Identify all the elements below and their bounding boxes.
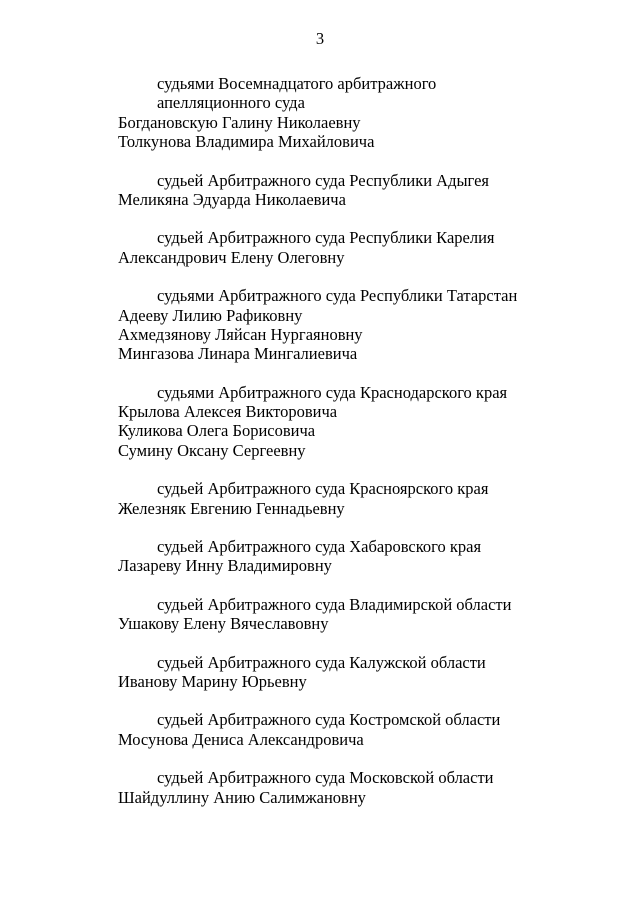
judge-name: Меликяна Эдуарда Николаевича [118,189,346,209]
section-kaluga [118,653,598,692]
section-eighteenth-appeal-court [118,74,598,152]
section-heading: судьей Арбитражного суда Республики Карелия [157,228,495,248]
section-heading: судьей Арбитражного суда Калужской области [157,652,486,672]
section-heading: судьями Восемнадцатого арбитражного [157,74,437,93]
judge-name: Адееву Лилию Рафиковну [118,305,303,325]
section-heading: судьей Арбитражного суда Костромской области [157,710,501,730]
section-kostroma [118,710,598,749]
judge-name: Иванову Марину Юрьевну [118,671,307,691]
judge-name: Сумину Оксану Сергеевну [118,440,306,460]
section-heading: судьей Арбитражного суда Владимирской области [157,594,512,614]
section-vladimir [118,595,598,634]
section-krasnoyarsk [118,479,598,518]
section-krasnodar [118,383,598,461]
section-heading: судьей Арбитражного суда Республики Адыгея [157,170,490,190]
section-heading: судьями Арбитражного суда Республики Татарстан [157,286,518,306]
judge-name: Александрович Елену Олеговну [118,247,345,267]
judge-name: Железняк Евгению Геннадьевну [118,498,345,518]
section-heading: судьями Арбитражного суда Краснодарского края [157,382,508,402]
judge-name: Богдановскую Галину Николаевну [118,112,361,132]
page-number: 3 [315,29,325,48]
judge-name: Лазареву Инну Владимировну [118,556,332,576]
judge-name: Крылова Алексея Викторовича [118,402,338,422]
section-heading-continued: апелляционного суда [157,93,305,113]
judge-name: Мингазова Линара Мингалиевича [118,344,358,364]
section-karelia [118,228,598,267]
judge-name: Мосунова Дениса Александровича [118,729,364,749]
section-adygea [118,171,598,210]
section-heading: судьей Арбитражного суда Хабаровского края [157,537,482,557]
judge-name: Куликова Олега Борисовича [118,421,316,441]
section-moscow-region [118,768,598,807]
judge-name: Ушакову Елену Вячеславовну [118,614,329,634]
judge-name: Ахмедзянову Ляйсан Нургаяновну [118,324,363,344]
section-khabarovsk [118,537,598,576]
judge-name: Шайдуллину Анию Салимжановну [118,787,366,807]
appointments-list [118,74,598,826]
section-tatarstan [118,286,598,364]
judge-name: Толкунова Владимира Михайловича [118,132,375,152]
section-heading: судьей Арбитражного суда Московской области [157,768,494,788]
section-heading: судьей Арбитражного суда Красноярского края [157,479,489,499]
